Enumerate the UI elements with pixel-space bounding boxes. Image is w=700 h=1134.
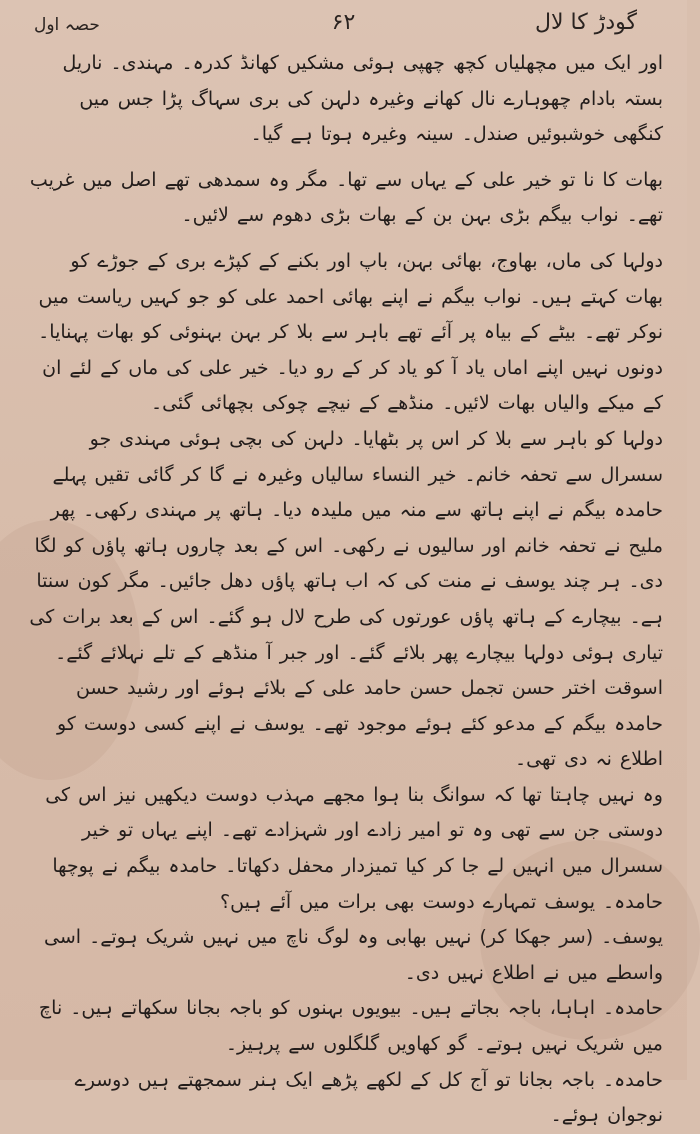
dialogue-line: حامدہ۔ یوسف تمہارے دوست بھی برات میں آئے ہیں؟ xyxy=(220,890,663,913)
dialogue-line: حامدہ۔ باجہ بجانا تو آج کل کے لکھے پڑھے ایک ہنر سمجھتے ہیں دوسرے نوجوان ہوئے۔ xyxy=(74,1068,663,1127)
page-header xyxy=(30,6,657,40)
book-title: گودڑ کا لال xyxy=(535,10,637,35)
page-body xyxy=(26,46,663,1127)
dialogue-line: یوسف۔ (سر جھکا کر) نہیں بھابی وہ لوگ ناچ میں نہیں شریک ہوتے۔ اسی واسطے میں نے اطلاع نہیں دی۔ xyxy=(44,926,663,984)
paragraph: بھات کا نا تو خیر علی کے یہاں سے تھا۔ مگر وہ سمدھی تھے اصل میں غریب تھے۔ نواب بیگم بڑی بہن بن کے بھات بڑی دھوم سے لائیں۔ xyxy=(29,168,663,227)
part-label: حصہ اول xyxy=(34,15,100,35)
page-number: ۶۲ xyxy=(331,10,356,35)
paragraph: وہ نہیں چاہتا تھا کہ سوانگ بنا ہوا مجھے مہذب دوست دیکھیں نیز اس کی دوستی جن سے تھی وہ تو امیر زادے اور شہزادے تھے۔ اپنے یہاں تو خیر سسرال میں انہیں لے جا کر کیا تمیزدار محفل دکھاتا۔ حامدہ بیگم نے پوچھا xyxy=(45,783,663,878)
paragraph: دولہا کو باہر سے بلا کر اس پر بٹھایا۔ دلہن کی بچی ہوئی مہندی جو سسرال سے تحفہ خانم۔ خیر النساء سالیاں وغیرہ نے گا کر گائی تقیں پہلے حامدہ بیگم نے اپنے ہاتھ سے منہ میں ملیدہ دیا۔ ہاتھ پر مہندی رکھی۔ پھر ملیح نے تحفہ خانم اور سالیوں نے رکھی۔ اس کے بعد چاروں ہاتھ پاؤں کو لگا دی۔ ہر چند یوسف نے منت کی کہ اب ہاتھ پاؤں دھل جائیں۔ مگر کون سنتا ہے۔ بیچارے کے ہاتھ پاؤں عورتوں کی طرح لال ہو گئے۔ اس کے بعد برات کی تیاری ہوئی دولہا بیچارے پھر بلائے گئے۔ اور جبر آ منڈھے کے تلے نہلائے گئے۔ اسوقت اختر حسن تجمل حسن حامد علی کے بلائے ہوئے اور رشید حسن حامدہ بیگم کے مدعو کئے ہوئے موجود تھے۔ یوسف نے اپنے کسی دوست کو اطلاع نہ دی تھی۔ xyxy=(29,427,663,771)
dialogue-line: حامدہ۔ اہاہا، باجہ بجاتے ہیں۔ بیویوں بہنوں کو باجہ بجانا سکھاتے ہیں۔ ناچ میں شریک نہیں ہوتے۔ گو کھاویں گلگلوں سے پرہیز۔ xyxy=(38,997,663,1056)
paragraph: دولہا کی ماں، بھاوج، بھائی بہن، باپ اور بکنے کے کپڑے بری کے جوڑے کو بھات کہتے ہیں۔ نواب بیگم نے اپنے بھائی احمد علی کو جو کہیں ریاست میں نوکر تھے۔ بیٹے کے بیاہ پر آئے تھے باہر سے بلا کر بہن بہنوئی کو بھات پہنایا۔ دونوں نہیں اپنے اماں یاد آ کو یاد کر کے رو دیا۔ خیر علی کی ماں کے لئے ان کے میکے والیاں بھات لائیں۔ منڈھے کے نیچے چوکی بچھائی گئی۔ xyxy=(38,249,663,415)
paragraph: اور ایک میں مچھلیاں کچھ چھپی ہوئی مشکیں کھانڈ کدرہ۔ مہندی۔ ناریل بستہ بادام چھوہارے نال کھانے وغیرہ دلہن کی بری سہاگ پڑا جس میں کنگھی خوشبوئیں صندل۔ سینہ وغیرہ ہوتا ہے گیا۔ xyxy=(62,52,663,146)
